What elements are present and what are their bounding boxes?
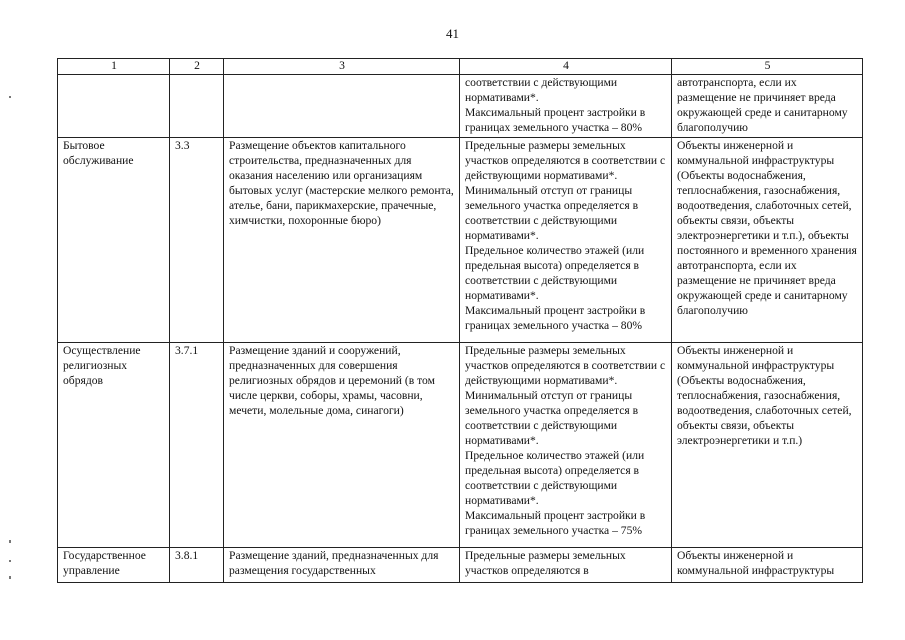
cell-use-type <box>58 138 170 343</box>
scan-margin-mark <box>9 96 11 98</box>
scan-margin-mark <box>9 560 11 562</box>
table-row <box>58 343 863 548</box>
cell-use-type <box>58 343 170 548</box>
cell-paragraph: Бытовое обслуживание <box>63 139 134 167</box>
table-row <box>58 548 863 583</box>
cell-use-type <box>58 548 170 583</box>
cell-paragraph: Объекты инженерной и коммунальной инфраструктуры (Объекты водоснабжения, теплоснабжения, газоснабжения, водоотведения, слаботочных сетей, объекты связи, объекты электроэнергетики и т.п.), объекты постоянного и временного хранения автотранспорта, если их размещение не причиняет вреда окружающей среде и санитарному благополучию <box>677 139 857 317</box>
page-number: 41 <box>446 26 459 41</box>
cell-paragraph: Размещение зданий, предназначенных для размещения государственных <box>229 549 439 577</box>
header-col-5: 5 <box>672 59 863 75</box>
cell-description <box>224 138 460 343</box>
header-col-3: 3 <box>224 59 460 75</box>
cell-paragraph: Предельные размеры земельных участков определяются в соответствии с действующими нормативами*. <box>465 139 666 182</box>
cell-paragraph: Максимальный процент застройки в границах земельного участка – 80% <box>465 106 646 134</box>
header-col-1: 1 <box>58 59 170 75</box>
scan-margin-mark <box>9 576 11 579</box>
cell-auxiliary-uses <box>672 138 863 343</box>
cell-paragraph: Максимальный процент застройки в границах земельного участка – 80% <box>465 304 646 332</box>
scan-margin-mark <box>9 540 11 543</box>
table-header-row <box>58 59 863 75</box>
cell-use-type <box>58 75 170 138</box>
table-row <box>58 75 863 138</box>
regulations-table <box>57 58 863 583</box>
cell-paragraph: Предельные размеры земельных участков определяются в соответствии с действующими нормативами*. <box>465 344 666 387</box>
cell-description <box>224 75 460 138</box>
cell-paragraph: Объекты инженерной и коммунальной инфраструктуры <box>677 549 835 577</box>
header-col-2: 2 <box>170 59 224 75</box>
cell-paragraph: Минимальный отступ от границы земельного участка определяется в соответствии с действующими нормативами*. <box>465 184 639 242</box>
cell-paragraph: 3.3 <box>175 139 190 152</box>
cell-paragraph: Максимальный процент застройки в границах земельного участка – 75% <box>465 509 646 537</box>
cell-paragraph: Объекты инженерной и коммунальной инфраструктуры (Объекты водоснабжения, теплоснабжения, газоснабжения, водоотведения, слаботочных сетей, объекты связи, объекты электроэнергетики и т.п.) <box>677 344 852 447</box>
cell-code <box>170 548 224 583</box>
cell-parameters <box>460 343 672 548</box>
cell-description <box>224 343 460 548</box>
cell-code <box>170 75 224 138</box>
cell-code <box>170 138 224 343</box>
cell-parameters <box>460 75 672 138</box>
cell-paragraph: Размещение зданий и сооружений, предназначенных для совершения религиозных обрядов и церемоний (в том числе церкви, соборы, храмы, часовни, мечети, молельные дома, синагоги) <box>229 344 435 417</box>
cell-paragraph: 3.7.1 <box>175 344 199 357</box>
cell-auxiliary-uses <box>672 343 863 548</box>
cell-paragraph: 3.8.1 <box>175 549 199 562</box>
cell-auxiliary-uses <box>672 548 863 583</box>
cell-paragraph: Предельное количество этажей (или предельная высота) определяется в соответствии с действующими нормативами*. <box>465 449 645 507</box>
header-col-4: 4 <box>460 59 672 75</box>
cell-paragraph: соответствии с действующими нормативами*. <box>465 76 618 104</box>
cell-paragraph: Минимальный отступ от границы земельного участка определяется в соответствии с действующими нормативами*. <box>465 389 639 447</box>
cell-description <box>224 548 460 583</box>
cell-parameters <box>460 138 672 343</box>
cell-paragraph: автотранспорта, если их размещение не причиняет вреда окружающей среде и санитарному благополучию <box>677 76 848 134</box>
cell-parameters <box>460 548 672 583</box>
cell-paragraph: Государственное управление <box>63 549 146 577</box>
cell-paragraph: Осуществление религиозных обрядов <box>63 344 141 387</box>
table-row <box>58 138 863 343</box>
cell-code <box>170 343 224 548</box>
cell-paragraph: Предельное количество этажей (или предельная высота) определяется в соответствии с действующими нормативами*. <box>465 244 645 302</box>
cell-paragraph: Предельные размеры земельных участков определяются в <box>465 549 626 577</box>
cell-paragraph: Размещение объектов капитального строительства, предназначенных для оказания населению или организациям бытовых услуг (мастерские мелкого ремонта, ателье, бани, парикмахерские, прачечные, химчистки, похоронные бюро) <box>229 139 454 227</box>
cell-auxiliary-uses <box>672 75 863 138</box>
